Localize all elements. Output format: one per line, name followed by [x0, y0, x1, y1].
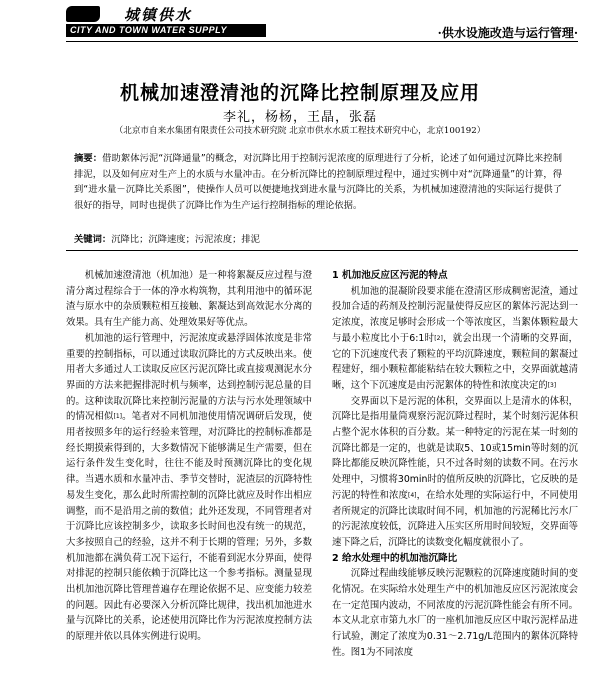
logo-emblem-icon	[66, 6, 100, 22]
article-affiliation: （北京市自来水集团有限责任公司技术研究院 北京市供水水质工程技术研究中心，北京100192）	[114, 126, 486, 136]
abstract-text: 借助絮体污泥“沉降通量”的概念，对沉降比用于控制污泥浓度的原理进行了分析，论述了如何通过沉降比来控制排泥，以及如何应对生产上的水质与水量冲击。在分析沉降比的控制原理过程中，通过实例中对“沉降通量”的计算，得到“进水量－沉降比关系图”，使操作人员可以便捷地找到进水量与沉降比的关系，为机械加速澄清池的实际运行提供了很好的指导，同时也提供了沉降比作为生产运行控制指标的理论依据。	[74, 153, 562, 211]
article-authors: 李礼，杨杨，王晶，张磊	[222, 110, 377, 125]
section-1-paragraph-1	[332, 284, 578, 394]
column-name: ·供水设施改造与运行管理·	[437, 26, 578, 40]
section-1-heading: 1 机加池反应区污泥的特点	[332, 270, 448, 281]
abstract	[74, 151, 562, 213]
citation-ref: [1]	[113, 413, 122, 421]
journal-header	[0, 0, 600, 42]
header-divider	[66, 41, 578, 42]
section-1-paragraph-1-tail: ，就会出现一个清晰的交界面，它的下沉速度代表了颗粒的平均沉降速度，颗粒间的絮凝过程建好，细小颗粒都能粘结在较大颗粒之中，交界面就越清晰，这个下沉速度是由污泥絮体的特性和浓度决定的	[332, 332, 578, 391]
citation-ref: [2]	[434, 334, 443, 342]
section-1-paragraph-2	[332, 394, 578, 551]
article-title: 机械加速澄清池的沉降比控制原理及应用	[119, 82, 480, 104]
section-2-paragraph-1: 沉降过程曲线能够反映污泥颗粒的沉降速度随时间的变化情况。在实际给水处理生产中的机加池反应区污泥浓度会在一定范围内波动，不同浓度的污泥沉降性能会有所不同。本文从北京市第九水厂的一座机加池反应区中取污泥样品进行试验，测定了浓度为0.31～2.71g/L范围内的絮体沉降特性。图1为不同浓度	[332, 568, 578, 658]
abstract-label: 摘要：	[74, 153, 103, 164]
section-1-paragraph-2-tail: ，在给水处理的实际运行中，不同使用者所规定的沉降比读取时间不同，机加池的污泥稀比污水厂的污泥浓度较低，沉降进入压实区所用时间较短，交界面等速下降之后，沉降比的读数变化幅度就很小了。	[332, 489, 578, 548]
keywords	[74, 231, 562, 245]
logo-chinese-name: 城镇供水	[124, 6, 193, 24]
logo-english-name: CITY AND TOWN WATER SUPPLY	[66, 24, 266, 37]
body-column-left	[66, 268, 312, 645]
intro-paragraph-2-text: 机加池的运行管理中，污泥浓度或悬浮固体浓度是非常重要的控制指标，可以通过读取沉降比的方式反映出来。使用者大多通过人工读取反应区污泥沉降比或直接观测泥水分界面的方法来把握排泥时机与频率，达到控制污泥总量的目的。这种读取沉降比来控制污泥量的方法与污水处理领域中的情况相似	[66, 332, 312, 423]
intro-paragraph-1: 机械加速澄清池（机加池）是一种将絮凝反应过程与澄清分离过程综合于一体的净水构筑物，其利用池中的循环泥渣与原水中的杂质颗粒相互接触、絮凝达到高效泥水分离的效果。具有生产能力高、处理效果好等优点。	[66, 270, 312, 329]
section-1-paragraph-1-text: 机加池的混凝阶段要求能在澄清区形成稠密泥渣，通过投加合适的药剂及控制污泥量使得反应区的絮体污泥达到一定浓度，浓度足够时会形成一个等浓度区，当絮体颗粒最大与最小粒度比小于6:1时	[332, 285, 578, 344]
section-1-paragraph-2-text: 交界面以下是污泥的体积，交界面以上是清水的体积，沉降比是指用量筒观察污泥沉降过程时，某个时刻污泥体积占整个泥水体积的百分数。某一种特定的污泥在某一时刻的沉降比都是一定的，也就是读取5、10或15min等时刻的沉降比都能反映沉降性能，只不过各时刻的读数不同。在污水处理中，习惯将30min时的值所反映的沉降比，它反映的是污泥的特性和浓度	[332, 395, 578, 501]
citation-ref: [4]	[408, 491, 417, 499]
abstract-divider	[66, 250, 578, 251]
keywords-text: 沉降比；沉降速度；污泥浓度；排泥	[111, 234, 260, 245]
citation-ref: [3]	[547, 381, 557, 389]
body-column-right	[332, 268, 578, 661]
intro-paragraph-2-tail: 。笔者对不同机加池使用情况调研后发现，使用者按照多年的运行经验来管理，对沉降比的控制标准都是经长期摸索得到的，大多数情况下能够满足生产需要，但在运行条件发生变化时，往往不能及时预测沉降比的变化规律。当遇水质和水量冲击、季节交替时，泥渣层的沉降特性易发生变化，那么此时所需控制的沉降比就应及时作出相应调整，而不是沿用之前的数值；此外还发现，不同管理者对于沉降比应该控制多少，读取多长时间也没有统一的规范，大多按照自己的经验，这并不利于长期的管理；另外，多数机加池都在满负荷工况下运行，不能看到泥水分界面，使得对排泥的控制只能依赖于沉降比这一个参考指标。测量显现出机加池沉降比管理普遍存在理论依据不足、应变能力较差的问题。因此有必要深入分析沉降比规律，找出机加池进水量与沉降比的关系，论述使用沉降比作为污泥浓度控制方法的原理并依以具体实例进行说明。	[66, 411, 312, 643]
journal-logo	[66, 4, 266, 38]
section-2-heading: 2 给水处理中的机加池沉降比	[332, 552, 458, 564]
keywords-label: 关键词：	[74, 234, 112, 245]
intro-paragraph-2	[66, 331, 312, 645]
